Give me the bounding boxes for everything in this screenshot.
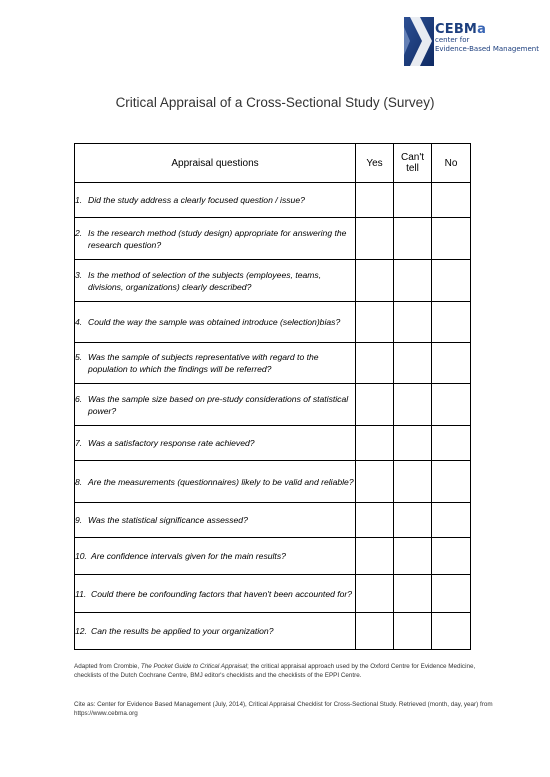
- question-text: Is the research method (study design) appropriate for answering the research question?: [88, 227, 347, 250]
- logo-text: [435, 23, 539, 54]
- header-yes: Yes: [356, 144, 394, 183]
- answer-box-no[interactable]: [432, 538, 471, 575]
- answer-box-cant-tell[interactable]: [394, 613, 432, 650]
- answer-box-cant-tell[interactable]: [394, 538, 432, 575]
- answer-box-cant-tell[interactable]: [394, 260, 432, 302]
- answer-box-yes[interactable]: [356, 343, 394, 384]
- question-number: 9.: [75, 515, 83, 525]
- answer-box-yes[interactable]: [356, 461, 394, 503]
- header-no: No: [432, 144, 471, 183]
- header-cant-tell: Can't tell: [394, 144, 432, 183]
- table-row: [75, 538, 471, 575]
- table-header-row: [75, 144, 471, 183]
- answer-box-yes[interactable]: [356, 613, 394, 650]
- adapted-note: Adapted from Crombie, The Pocket Guide to Critical Appraisal; the critical appraisal approach used by the Oxford Centre for Evidence Medicine, checklists of the Dutch Cochrane Centre, BMJ editor's checklists and the checklists of the EPPI Centre.: [74, 663, 476, 679]
- question-cell: [75, 575, 356, 613]
- question-cell: [75, 461, 356, 503]
- answer-box-no[interactable]: [432, 218, 471, 260]
- question-cell: [75, 183, 356, 218]
- answer-box-yes[interactable]: [356, 260, 394, 302]
- appraisal-table: [74, 143, 471, 650]
- header-appraisal-questions: Appraisal questions: [75, 144, 356, 183]
- citation-note: Cite as: Center for Evidence Based Management (July, 2014), Critical Appraisal Checklist for Cross-Sectional Study. Retrieved (month, day, year) from https://www.cebma.org: [74, 701, 493, 717]
- answer-box-cant-tell[interactable]: [394, 426, 432, 461]
- table-row: [75, 260, 471, 302]
- question-text: Was the sample of subjects representative with regard to the population to which the findings will be referred?: [88, 352, 319, 374]
- question-cell: [75, 426, 356, 461]
- question-cell: [75, 218, 356, 260]
- question-text: Is the method of selection of the subjects (employees, teams, divisions, organizations) clearly described?: [88, 269, 322, 292]
- answer-box-yes[interactable]: [356, 218, 394, 260]
- table-row: [75, 343, 471, 384]
- table-row: [75, 461, 471, 503]
- question-cell: [75, 260, 356, 302]
- question-text: Are confidence intervals given for the main results?: [91, 551, 286, 561]
- question-cell: [75, 538, 356, 575]
- answer-box-yes[interactable]: [356, 426, 394, 461]
- answer-box-no[interactable]: [432, 183, 471, 218]
- question-number: 1.: [75, 195, 83, 205]
- question-number: 2.: [75, 227, 83, 238]
- answer-box-cant-tell[interactable]: [394, 343, 432, 384]
- answer-box-cant-tell[interactable]: [394, 183, 432, 218]
- answer-box-no[interactable]: [432, 302, 471, 343]
- answer-box-no[interactable]: [432, 575, 471, 613]
- page-title: Critical Appraisal of a Cross-Sectional Study (Survey): [115, 95, 435, 110]
- question-number: 11.: [75, 588, 87, 599]
- answer-box-no[interactable]: [432, 613, 471, 650]
- question-number: 12.: [75, 626, 87, 636]
- logo-line-1: center for: [435, 36, 470, 44]
- question-cell: [75, 343, 356, 384]
- answer-box-yes[interactable]: [356, 575, 394, 613]
- answer-box-yes[interactable]: [356, 503, 394, 538]
- table-row: [75, 503, 471, 538]
- question-text: Could the way the sample was obtained introduce (selection)bias?: [88, 317, 341, 327]
- answer-box-cant-tell[interactable]: [394, 575, 432, 613]
- cebma-logo-mark-icon: [404, 17, 434, 66]
- logo-name: CEBMa: [435, 22, 487, 37]
- table-row: [75, 575, 471, 613]
- table-row: [75, 613, 471, 650]
- answer-box-no[interactable]: [432, 384, 471, 426]
- question-text: Was the statistical significance assessed?: [88, 515, 248, 525]
- cebma-logo: [404, 17, 544, 69]
- answer-box-no[interactable]: [432, 426, 471, 461]
- question-number: 8.: [75, 476, 83, 487]
- question-text: Did the study address a clearly focused question / issue?: [88, 195, 305, 205]
- question-cell: [75, 503, 356, 538]
- answer-box-no[interactable]: [432, 260, 471, 302]
- question-text: Was the sample size based on pre-study considerations of statistical power?: [88, 393, 349, 416]
- answer-box-cant-tell[interactable]: [394, 384, 432, 426]
- answer-box-cant-tell[interactable]: [394, 503, 432, 538]
- answer-box-cant-tell[interactable]: [394, 461, 432, 503]
- answer-box-yes[interactable]: [356, 538, 394, 575]
- answer-box-no[interactable]: [432, 503, 471, 538]
- answer-box-no[interactable]: [432, 461, 471, 503]
- answer-box-yes[interactable]: [356, 183, 394, 218]
- answer-box-yes[interactable]: [356, 384, 394, 426]
- question-number: 3.: [75, 269, 83, 280]
- question-text: Could there be confounding factors that haven't been accounted for?: [91, 588, 353, 599]
- question-number: 5.: [75, 352, 83, 362]
- answer-box-yes[interactable]: [356, 302, 394, 343]
- question-text: Are the measurements (questionnaires) likely to be valid and reliable?: [88, 476, 354, 487]
- table-row: [75, 426, 471, 461]
- table-row: [75, 302, 471, 343]
- question-number: 4.: [75, 317, 83, 327]
- question-cell: [75, 302, 356, 343]
- answer-box-cant-tell[interactable]: [394, 218, 432, 260]
- answer-box-no[interactable]: [432, 343, 471, 384]
- table-row: [75, 384, 471, 426]
- question-text: Was a satisfactory response rate achieved?: [88, 438, 255, 448]
- question-cell: [75, 384, 356, 426]
- question-text: Can the results be applied to your organization?: [91, 626, 274, 636]
- logo-line-2: Evidence-Based Management: [435, 45, 539, 53]
- table-row: [75, 183, 471, 218]
- question-number: 7.: [75, 438, 83, 448]
- questions-body: [75, 183, 471, 650]
- question-cell: [75, 613, 356, 650]
- question-number: 6.: [75, 393, 83, 404]
- table-row: [75, 218, 471, 260]
- answer-box-cant-tell[interactable]: [394, 302, 432, 343]
- book-title: The Pocket Guide to Critical Appraisal: [140, 663, 248, 670]
- question-number: 10.: [75, 551, 87, 561]
